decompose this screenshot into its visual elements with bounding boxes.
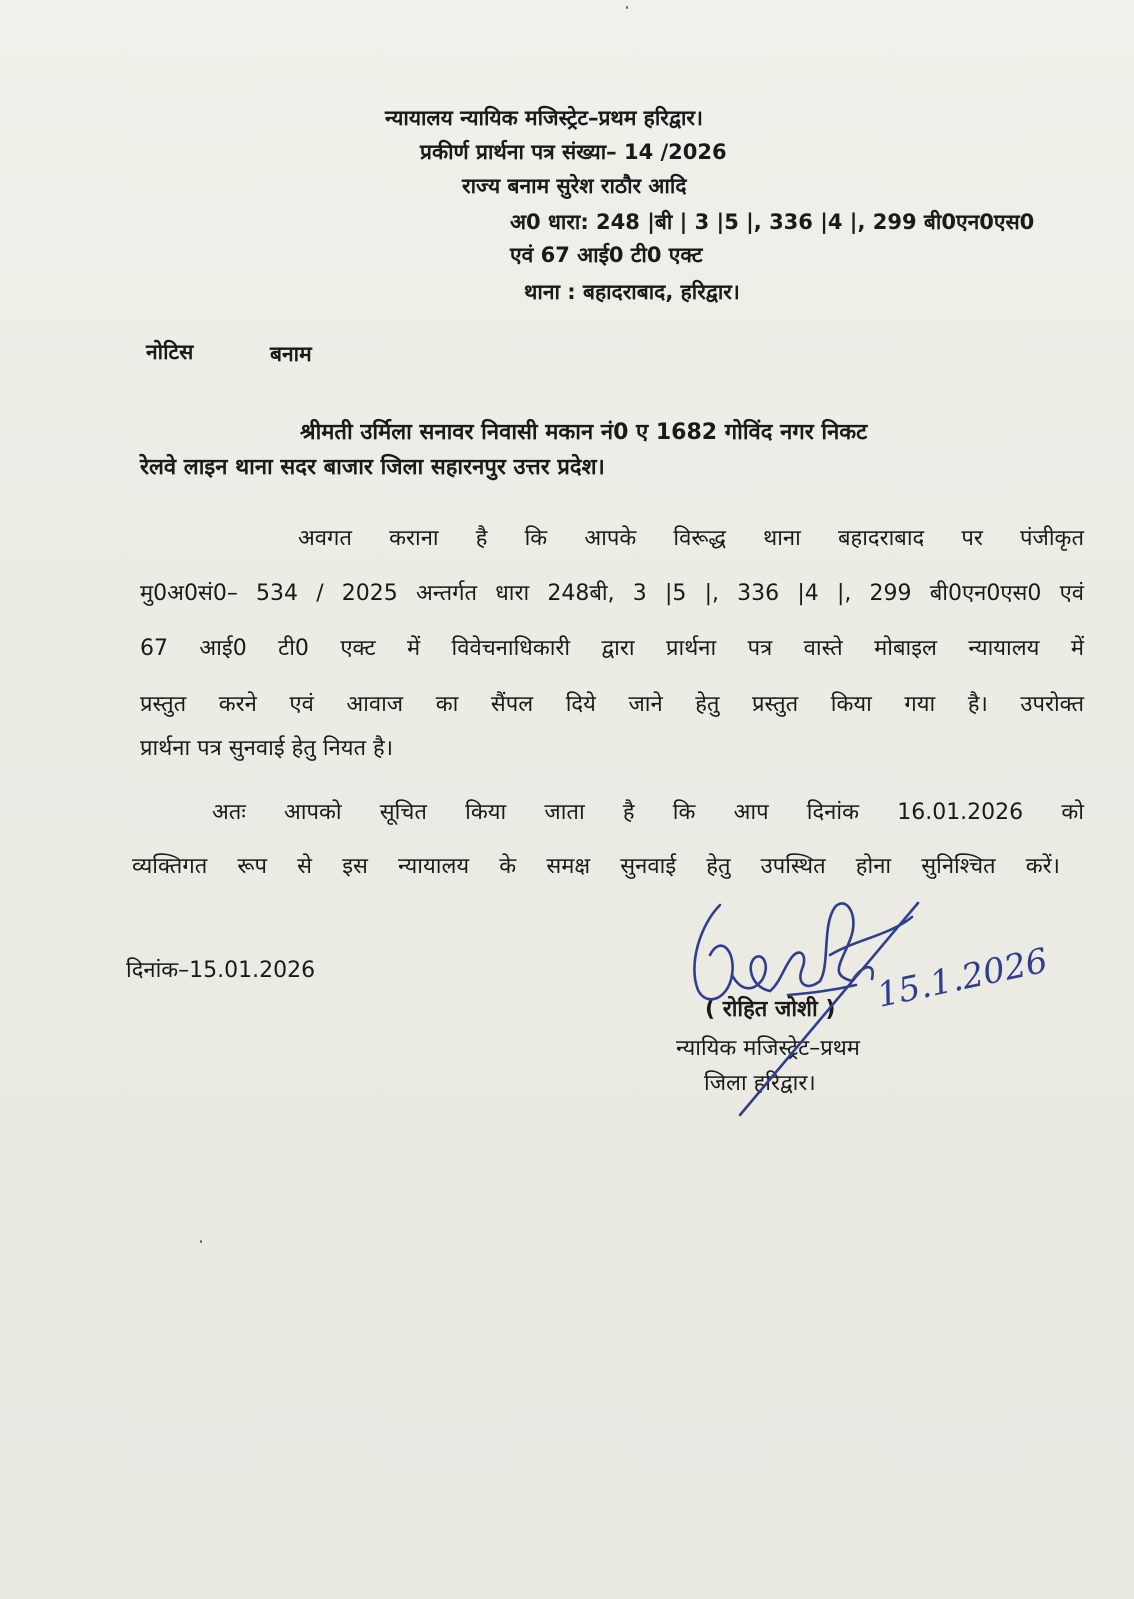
signatory-name: ( रोहित जोशी ): [705, 997, 836, 1022]
para2-line-1: अतः आपको सूचित किया जाता है कि आप दिनांक 16.01.2026 को: [212, 800, 1084, 825]
para1-line-2: मु0अ0सं0– 534 / 2025 अन्तर्गत धारा 248बी, 3 |5 |, 336 |4 |, 299 बी0एन0एस0 एवं: [140, 581, 1084, 606]
signatory-district: जिला हरिद्वार।: [704, 1071, 816, 1096]
dated: दिनांक–15.01.2026: [126, 958, 316, 983]
paper-speck: [200, 1240, 202, 1243]
signatory-designation: न्यायिक मजिस्ट्रेट–प्रथम: [676, 1036, 860, 1061]
court-name: न्यायालय न्यायिक मजिस्ट्रेट–प्रथम हरिद्वार।: [385, 106, 703, 130]
para2-line-2: व्यक्तिगत रूप से इस न्यायालय के समक्ष सुनवाई हेतु उपस्थित होना सुनिश्चित करें।: [132, 854, 1060, 879]
para1-line-5: प्रार्थना पत्र सुनवाई हेतु नियत है।: [140, 736, 394, 761]
para1-line-1: अवगत कराना है कि आपके विरूद्ध थाना बहादराबाद पर पंजीकृत: [298, 526, 1084, 551]
application-number: प्रकीर्ण प्रार्थना पत्र संख्या– 14 /2026: [420, 140, 727, 164]
police-station: थाना : बहादराबाद, हरिद्वार।: [524, 280, 740, 304]
banam-label: बनाम: [270, 342, 312, 366]
sections: अ0 धारा: 248 |बी | 3 |5 |, 336 |4 |, 299 बी0एन0एस0: [510, 210, 1035, 234]
notice-label: नोटिस: [146, 340, 194, 364]
it-act: एवं 67 आई0 टी0 एक्ट: [510, 243, 703, 267]
addressee-line-2: रेलवे लाइन थाना सदर बाजार जिला सहारनपुर उत्तर प्रदेश।: [140, 455, 605, 480]
addressee-line-1: श्रीमती उर्मिला सनावर निवासी मकान नं0 ए 1682 गोविंद नगर निकट: [300, 420, 868, 445]
para1-line-4: प्रस्तुत करने एवं आवाज का सैंपल दिये जाने हेतु प्रस्तुत किया गया है। उपरोक्त: [140, 692, 1084, 717]
handwritten-date: 15.1.2026: [873, 940, 1052, 1016]
paper-speck: [626, 6, 628, 9]
handwritten-signature: [680, 895, 1100, 1155]
para1-line-3: 67 आई0 टी0 एक्ट में विवेचनाधिकारी द्वारा प्रार्थना पत्र वास्ते मोबाइल न्यायालय में: [140, 636, 1084, 661]
case-title: राज्य बनाम सुरेश राठौर आदि: [462, 174, 687, 198]
